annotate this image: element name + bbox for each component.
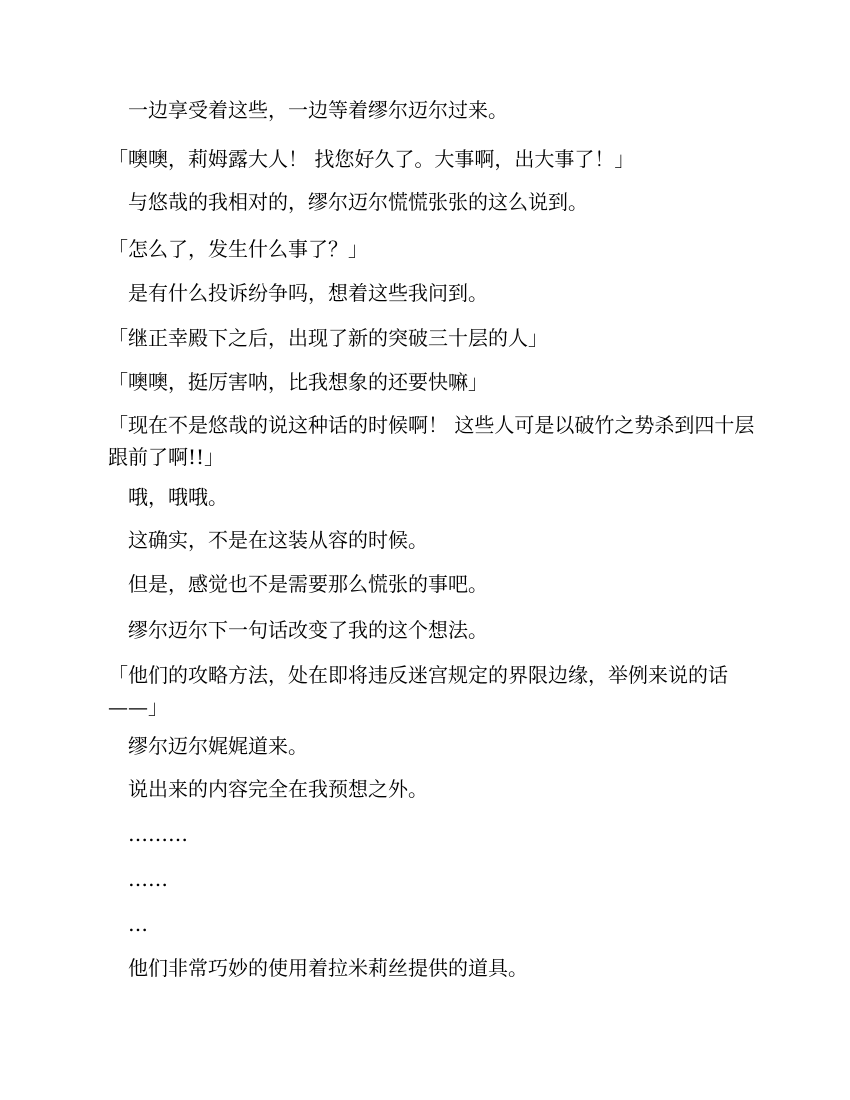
paragraph-1: 一边享受着这些，一边等着缪尔迈尔过来。 [108, 98, 508, 122]
paragraph-12: 缪尔迈尔下一句话改变了我的这个想法。 [108, 618, 488, 642]
paragraph-3: 与悠哉的我相对的，缪尔迈尔慌慌张张的这么说到。 [108, 190, 588, 214]
paragraph-7: 「噢噢，挺厉害呐，比我想象的还要快嘛」 [108, 370, 488, 394]
paragraph-10: 这确实，不是在这装从容的时候。 [108, 528, 428, 552]
paragraph-11: 但是，感觉也不是需要那么慌张的事吧。 [108, 572, 488, 596]
paragraph-2: 「噢噢，莉姆露大人！ 找您好久了。大事啊，出大事了！」 [108, 147, 635, 171]
paragraph-6: 「继正幸殿下之后，出现了新的突破三十层的人」 [108, 326, 548, 350]
paragraph-16: ……… [108, 822, 188, 846]
paragraph-19: 他们非常巧妙的使用着拉米莉丝提供的道具。 [108, 956, 528, 980]
paragraph-4: 「怎么了，发生什么事了？」 [108, 237, 368, 261]
paragraph-8: 「现在不是悠哉的说这种话的时候啊！ 这些人可是以破竹之势杀到四十层跟前了啊!!」 [108, 413, 755, 469]
paragraph-17: …… [108, 867, 168, 891]
paragraph-9: 哦，哦哦。 [108, 485, 228, 509]
paragraph-18: … [108, 912, 148, 936]
paragraph-15: 说出来的内容完全在我预想之外。 [108, 777, 428, 801]
paragraph-13: 「他们的攻略方法，处在即将违反迷宫规定的界限边缘，举例来说的话——」 [108, 663, 728, 719]
paragraph-5: 是有什么投诉纷争吗，想着这些我问到。 [108, 281, 488, 305]
paragraph-14: 缪尔迈尔娓娓道来。 [108, 734, 308, 758]
